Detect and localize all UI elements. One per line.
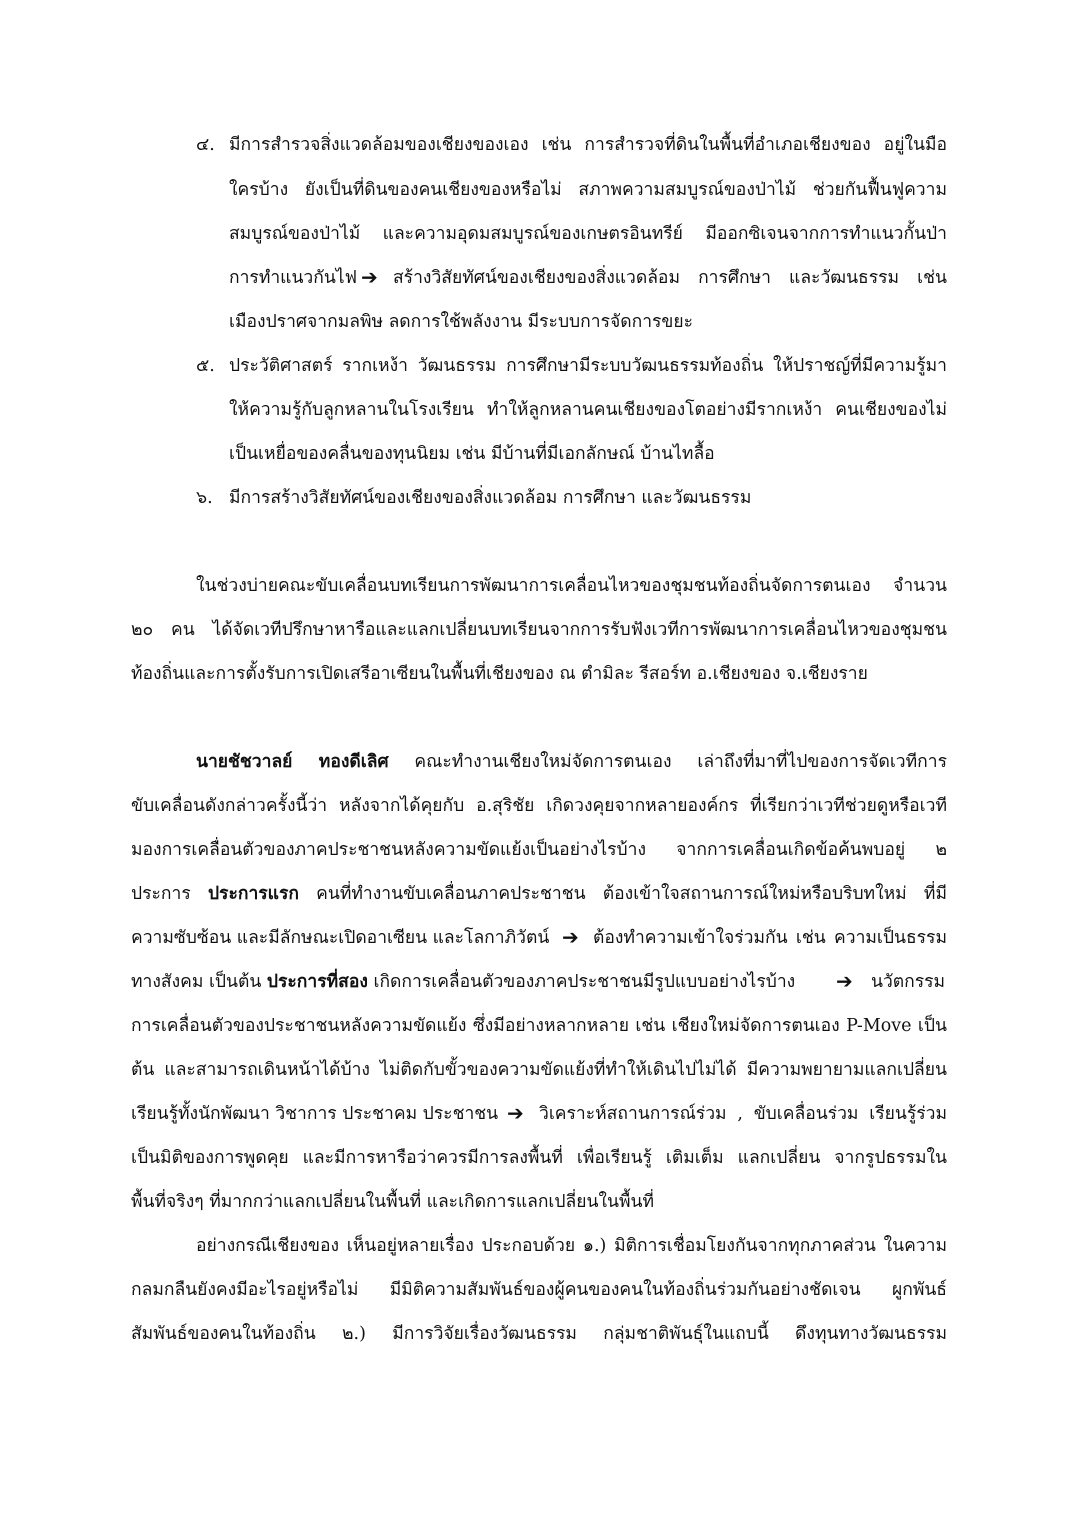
para2-line-3: มองการเคลื่อนตัวของภาคประชาชนหลังความขัดแย้งเป็นอย่างไรบ้าง จากการเคลื่อนเกิดข้อค้นพบอยู่ ๒: [131, 840, 947, 860]
list-4-line-3: สมบูรณ์ของป่าไม้ และความอุดมสมบูรณ์ของเกษตรอินทรีย์ มีออกซิเจนจากการทำแนวกั้นป่า: [229, 224, 947, 244]
para2-line-11: พื้นที่จริงๆ ที่มากกว่าแลกเปลี่ยนในพื้นที่ และเกิดการแลกเปลี่ยนในพื้นที่: [131, 1192, 655, 1212]
para1-line-3: ท้องถิ่นและการตั้งรับการเปิดเสรีอาเซียนในพื้นที่เชียงของ ณ ตำมิละ รีสอร์ท อ.เชียงของ จ.เชียงราย: [131, 664, 868, 684]
para1-line-1: ในช่วงบ่ายคณะขับเคลื่อนบทเรียนการพัฒนาการเคลื่อนไหวของชุมชนท้องถิ่นจัดการตนเอง จำนวน: [196, 576, 947, 596]
para2-line-9a: เรียนรู้ทั้งนักพัฒนา วิชาการ ประชาคม ประชาชน: [131, 1104, 499, 1124]
para2-line-5a: ความซับซ้อน และมีลักษณะเปิดอาเซียน และโลกาภิวัตน์: [131, 928, 550, 948]
para3-line-1: อย่างกรณีเชียงของ เห็นอยู่หลายเรื่อง ประกอบด้วย ๑.) มิติการเชื่อมโยงกันจากทุกภาคส่วน ในความ: [196, 1236, 947, 1256]
para2-line-10: เป็นมิติของการพูดคุย และมีการหารือว่าควรมีการลงพื้นที่ เพื่อเรียนรู้ เติมเต็ม แลกเปลี่ยน จากรูปธรรมใน: [131, 1148, 947, 1168]
list-4-line-1: มีการสำรวจสิ่งแวดล้อมของเชียงของเอง เช่น การสำรวจที่ดินในพื้นที่อำเภอเชียงของ อยู่ในมือ: [229, 135, 947, 155]
first-point-label: ประการแรก: [207, 884, 299, 904]
list-number-5: ๕.: [196, 356, 215, 376]
para2-line-6a: ทางสังคม เป็นต้น ประการที่สอง เกิดการเคลื่อนตัวของภาคประชาชนมีรูปแบบอย่างไรบ้าง: [131, 972, 796, 992]
list-5-line-3: เป็นเหยื่อของคลื่นของทุนนิยม เช่น มีบ้านที่มีเอกลักษณ์ บ้านไทลื้อ: [229, 444, 715, 464]
list-4-line-4b: สร้างวิสัยทัศน์ของเชียงของสิ่งแวดล้อม การศึกษา และวัฒนธรรม เช่น: [393, 268, 947, 288]
speaker-name: นายชัชวาลย์ ทองดีเลิศ: [196, 752, 389, 772]
list-number-6: ๖.: [196, 488, 213, 508]
arrow-right-icon: ➔: [562, 925, 579, 949]
list-6-line-1: มีการสร้างวิสัยทัศน์ของเชียงของสิ่งแวดล้อม การศึกษา และวัฒนธรรม: [229, 488, 752, 508]
list-4-line-2: ใครบ้าง ยังเป็นที่ดินของคนเชียงของหรือไม่ สภาพความสมบูรณ์ของป่าไม้ ช่วยกันฟื้นฟูความ: [229, 180, 947, 200]
list-4-line-4a: การทำแนวกันไฟ: [229, 268, 358, 288]
para2-line-2: ขับเคลื่อนดังกล่าวครั้งนี้ว่า หลังจากได้คุยกับ อ.สุริชัย เกิดวงคุยจากหลายองค์กร ที่เรียกว่าเวทีช่วยดูหรือเวที: [131, 796, 947, 816]
para2-line-8: ต้น และสามารถเดินหน้าได้บ้าง ไม่ติดกับขั้วของความขัดแย้งที่ทำให้เดินไปไม่ได้ มีความพยายามแลกเปลี่ยน: [131, 1060, 947, 1080]
arrow-right-icon: ➔: [836, 969, 853, 993]
para2-line-7: การเคลื่อนตัวของประชาชนหลังความขัดแย้ง ซึ่งมีอย่างหลากหลาย เช่น เชียงใหม่จัดการตนเอง P-Move เป็น: [131, 1016, 947, 1036]
arrow-right-icon: ➔: [361, 265, 378, 289]
para2-line-5b: ต้องทำความเข้าใจร่วมกัน เช่น ความเป็นธรรม: [593, 928, 947, 948]
list-5-line-2: ให้ความรู้กับลูกหลานในโรงเรียน ทำให้ลูกหลานคนเชียงของโตอย่างมีรากเหง้า คนเชียงของไม่: [229, 400, 947, 420]
para3-line-3: สัมพันธ์ของคนในท้องถิ่น ๒.) มีการวิจัยเรื่องวัฒนธรรม กลุ่มชาติพันธุ์ในแถบนี้ ดึงทุนทางวัฒนธรรม: [131, 1324, 947, 1344]
para1-line-2: ๒๐ คน ได้จัดเวทีปรึกษาหารือและแลกเปลี่ยนบทเรียนจากการรับฟังเวทีการพัฒนาการเคลื่อนไหวของชุมชน: [131, 620, 947, 640]
arrow-right-icon: ➔: [507, 1101, 524, 1125]
second-point-label: ประการที่สอง: [266, 972, 368, 992]
list-4-line-5: เมืองปราศจากมลพิษ ลดการใช้พลังงาน มีระบบการจัดการขยะ: [229, 312, 694, 332]
list-number-4: ๔.: [196, 135, 215, 155]
para2-line-1: นายชัชวาลย์ ทองดีเลิศ คณะทำงานเชียงใหม่จัดการตนเอง เล่าถึงที่มาที่ไปของการจัดเวทีการ: [196, 752, 947, 772]
para2-line-9b: วิเคราะห์สถานการณ์ร่วม , ขับเคลื่อนร่วม เรียนรู้ร่วม: [539, 1104, 947, 1124]
para2-line-4: ประการ ประการแรก คนที่ทำงานขับเคลื่อนภาคประชาชน ต้องเข้าใจสถานการณ์ใหม่หรือบริบทใหม่ ที่มี: [131, 884, 947, 904]
para2-line-6b: นวัตกรรม: [871, 972, 946, 992]
list-5-line-1: ประวัติศาสตร์ รากเหง้า วัฒนธรรม การศึกษามีระบบวัฒนธรรมท้องถิ่น ให้ปราชญ์ที่มีความรู้มา: [229, 356, 947, 376]
para3-line-2: กลมกลืนยังคงมีอะไรอยู่หรือไม่ มีมิติความสัมพันธ์ของผู้คนของคนในท้องถิ่นร่วมกันอย่างชัดเจน ผูกพันธ์: [131, 1280, 947, 1300]
